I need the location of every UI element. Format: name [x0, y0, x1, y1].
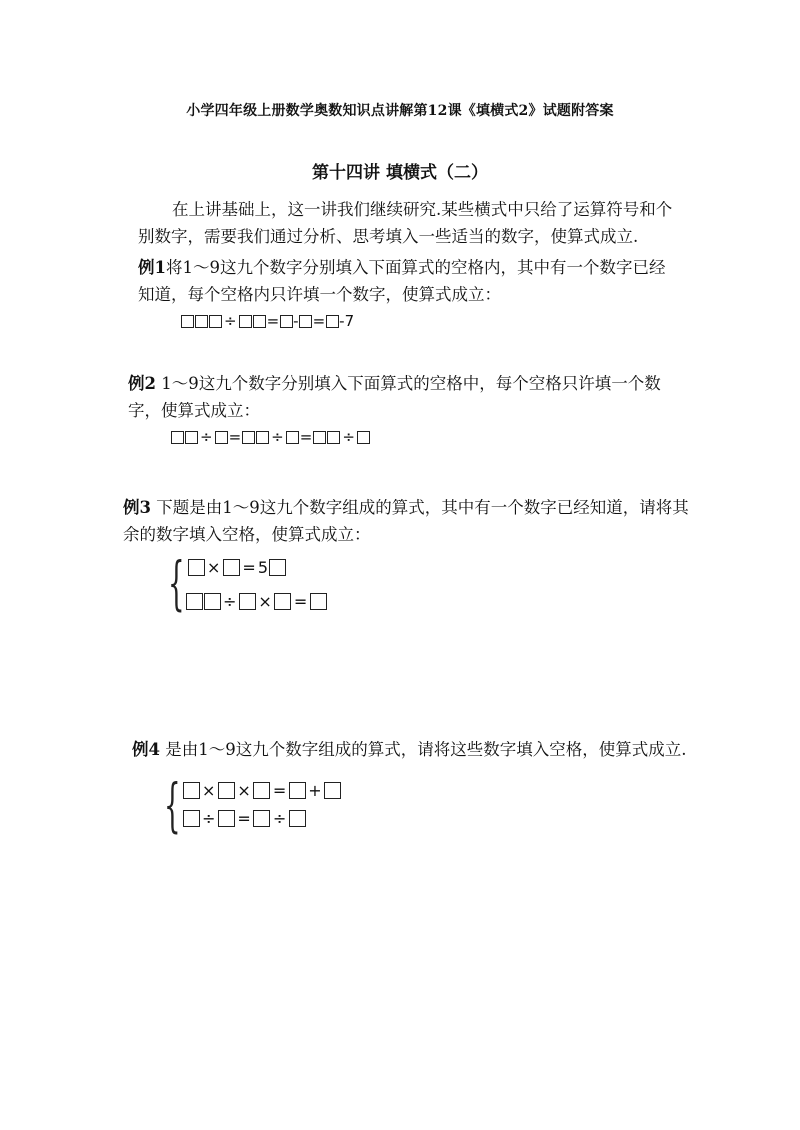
blank-box[interactable]	[185, 431, 198, 444]
brace-icon: {	[168, 549, 185, 617]
blank-box[interactable]	[327, 431, 340, 444]
blank-box[interactable]	[218, 782, 235, 799]
blank-box[interactable]	[253, 315, 266, 328]
blank-box[interactable]	[357, 431, 370, 444]
divide-sign: ÷	[202, 809, 216, 828]
example-1-text: 将1～9这九个数字分别填入下面算式的空格内，其中有一个数字已经知道，每个空格内只许填一个数字，使算式成立：	[138, 258, 666, 304]
times-sign: ×	[207, 558, 221, 577]
intro-paragraph	[138, 196, 678, 250]
divide-sign: ÷	[271, 428, 284, 446]
divide-sign: ÷	[272, 809, 287, 828]
equals-sign: =	[242, 558, 256, 577]
example-2	[128, 370, 688, 424]
example-3-equation-line-2	[185, 592, 327, 611]
blank-box[interactable]	[188, 559, 205, 576]
example-3-text: 下题是由1～9这九个数字组成的算式，其中有一个数字已经知道，请将其余的数字填入空格，使算式成立：	[123, 498, 689, 544]
blank-box[interactable]	[204, 593, 221, 610]
blank-box[interactable]	[215, 431, 228, 444]
divide-sign: ÷	[223, 592, 237, 611]
blank-box[interactable]	[186, 593, 203, 610]
blank-box[interactable]	[310, 593, 327, 610]
equals-sign: =	[272, 781, 287, 800]
equals-sign: =	[228, 428, 242, 446]
given-digit-five: 5	[257, 558, 268, 577]
document-header-title: 小学四年级上册数学奥数知识点讲解第12课《填横式2》试题附答案	[186, 103, 614, 119]
blank-box[interactable]	[239, 315, 252, 328]
blank-box[interactable]	[253, 810, 270, 827]
blank-box[interactable]	[195, 315, 208, 328]
plus-sign: +	[308, 781, 322, 800]
blank-box[interactable]	[324, 782, 341, 799]
example-2-label: 例2	[128, 374, 156, 393]
blank-box[interactable]	[209, 315, 222, 328]
example-3-label: 例3	[123, 498, 151, 517]
equals-sign: =	[266, 312, 280, 330]
blank-box[interactable]	[171, 431, 184, 444]
example-3-equation-line-1	[187, 558, 286, 577]
intro-text: 在上讲基础上，这一讲我们继续研究.某些横式中只给了运算符号和个别数字，需要我们通过分析、思考填入一些适当的数字，使算式成立.	[138, 200, 673, 246]
blank-box[interactable]	[218, 810, 235, 827]
example-2-text: 1～9这九个数字分别填入下面算式的空格中，每个空格只许填一个数字，使算式成立：	[128, 374, 661, 420]
lecture-title: 第十四讲 填横式（二）	[312, 163, 488, 183]
equals-sign: =	[312, 312, 326, 330]
times-sign: ×	[258, 592, 272, 611]
example-4-label: 例4	[132, 740, 160, 759]
blank-box[interactable]	[239, 593, 256, 610]
equals-sign: =	[293, 592, 308, 611]
example-1-label: 例1	[138, 258, 166, 277]
example-4-equation-line-2	[182, 809, 306, 828]
example-2-equation	[170, 428, 371, 446]
divide-sign: ÷	[224, 312, 237, 330]
blank-box[interactable]	[269, 559, 286, 576]
times-sign: ×	[202, 781, 216, 800]
blank-box[interactable]	[326, 315, 339, 328]
blank-box[interactable]	[274, 593, 291, 610]
blank-box[interactable]	[286, 431, 299, 444]
times-sign: ×	[237, 781, 251, 800]
blank-box[interactable]	[181, 315, 194, 328]
blank-box[interactable]	[313, 431, 326, 444]
example-4-equation-line-1	[182, 781, 342, 800]
blank-box[interactable]	[256, 431, 269, 444]
blank-box[interactable]	[299, 315, 312, 328]
example-4	[132, 736, 702, 763]
equals-sign: =	[237, 809, 251, 828]
blank-box[interactable]	[183, 810, 200, 827]
minus-sign: -	[293, 312, 299, 330]
minus-seven: -7	[339, 312, 355, 330]
blank-box[interactable]	[289, 782, 306, 799]
blank-box[interactable]	[223, 559, 240, 576]
blank-box[interactable]	[253, 782, 270, 799]
example-1	[138, 254, 678, 308]
brace-icon: {	[164, 771, 181, 839]
blank-box[interactable]	[242, 431, 255, 444]
divide-sign: ÷	[342, 428, 355, 446]
example-1-equation	[180, 312, 354, 330]
divide-sign: ÷	[200, 428, 213, 446]
blank-box[interactable]	[280, 315, 293, 328]
equals-sign: =	[299, 428, 313, 446]
example-3	[123, 494, 693, 548]
example-4-text: 是由1～9这九个数字组成的算式，请将这些数字填入空格，使算式成立.	[159, 740, 687, 759]
blank-box[interactable]	[289, 810, 306, 827]
blank-box[interactable]	[183, 782, 200, 799]
